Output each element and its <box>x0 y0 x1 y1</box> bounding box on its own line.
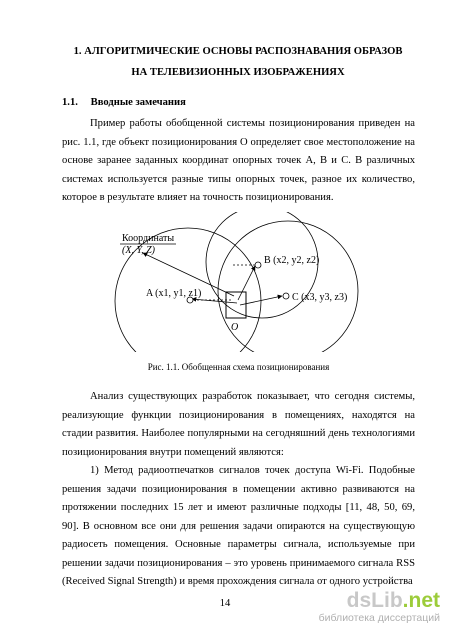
text-line: радиосеть помещения. Основные параметры сигнала, используемые при <box>62 539 415 550</box>
coordinates-label-line-1: Координаты <box>122 233 175 244</box>
text-line: системах используется разные типы опорных точек, разное их количество, <box>62 173 415 185</box>
figure-caption: Рис. 1.1. Обобщенная схема позиционирования <box>147 362 330 372</box>
text-line: решении задачи позиционирования – это уровень принимаемого сигнала RSS <box>62 557 415 569</box>
watermark-subtitle: библиотека диссертаций <box>318 612 440 624</box>
text-line: протяжении последних 15 лет и имеют различные подходы [11, 48, 50, 69, <box>62 502 415 513</box>
point-b-label: B (x2, y2, z2) <box>264 255 320 266</box>
text-line: стадии развития. Наиболее популярными на сегодняшний день технологиями <box>62 428 415 439</box>
text-line: 1) Метод радиоотпечатков сигналов точек доступа Wi-Fi. Подобные <box>90 465 415 476</box>
text-line: реализующие функции позиционирования в помещениях, находятся на <box>62 409 415 421</box>
chapter-title-line-2: НА ТЕЛЕВИЗИОННЫХ ИЗОБРАЖЕНИЯХ <box>131 67 345 78</box>
watermark <box>319 590 440 625</box>
point-c-marker <box>283 293 289 299</box>
section-number: 1.1. <box>62 97 78 108</box>
point-c-label: C (x3, y3, z3) <box>292 292 348 303</box>
watermark-logo: dsLib.net <box>346 589 440 612</box>
point-b-marker <box>255 262 261 268</box>
section-heading <box>62 97 186 108</box>
section-title: Вводные замечания <box>90 97 186 108</box>
chapter-title-line-1: 1. АЛГОРИТМИЧЕСКИЕ ОСНОВЫ РАСПОЗНАВАНИЯ ОБРАЗОВ <box>73 46 403 57</box>
point-o-label: O <box>231 322 239 333</box>
paragraph-intro <box>62 115 415 208</box>
range-circle-c <box>218 221 358 361</box>
text-line: решения задачи позиционирования в помещении активно развиваются на <box>62 483 415 495</box>
text-line: 90]. В основном все они для решения задачи опираются на существующую <box>62 520 415 532</box>
positioning-diagram <box>0 212 450 333</box>
point-a-label: A (x1, y1, z1) <box>146 288 202 299</box>
text-line: позиционирования внутри помещений являются: <box>62 446 284 458</box>
coordinates-label-line-2: (X, Y, Z) <box>122 245 155 256</box>
text-line: основе заранее заданных координат опорных точек A, B и C. В различных <box>62 155 415 166</box>
arrow-to-a <box>192 299 237 303</box>
text-line: (Received Signal Strength) и время прохождения сигнала от одного устройства <box>62 576 413 587</box>
text-line: Анализ существующих разработок показывает, что сегодня системы, <box>90 391 415 402</box>
text-line: которое в результате влияет на точность позиционирования. <box>62 192 334 203</box>
object-o-box <box>226 292 246 318</box>
text-line: рис. 1.1, где объект позиционирования O определяет свое местоположение на <box>62 136 415 148</box>
page-number: 14 <box>219 598 231 609</box>
paragraph-analysis <box>62 388 415 592</box>
text-line: Пример работы обобщенной системы позиционирования приведен на <box>90 118 415 129</box>
